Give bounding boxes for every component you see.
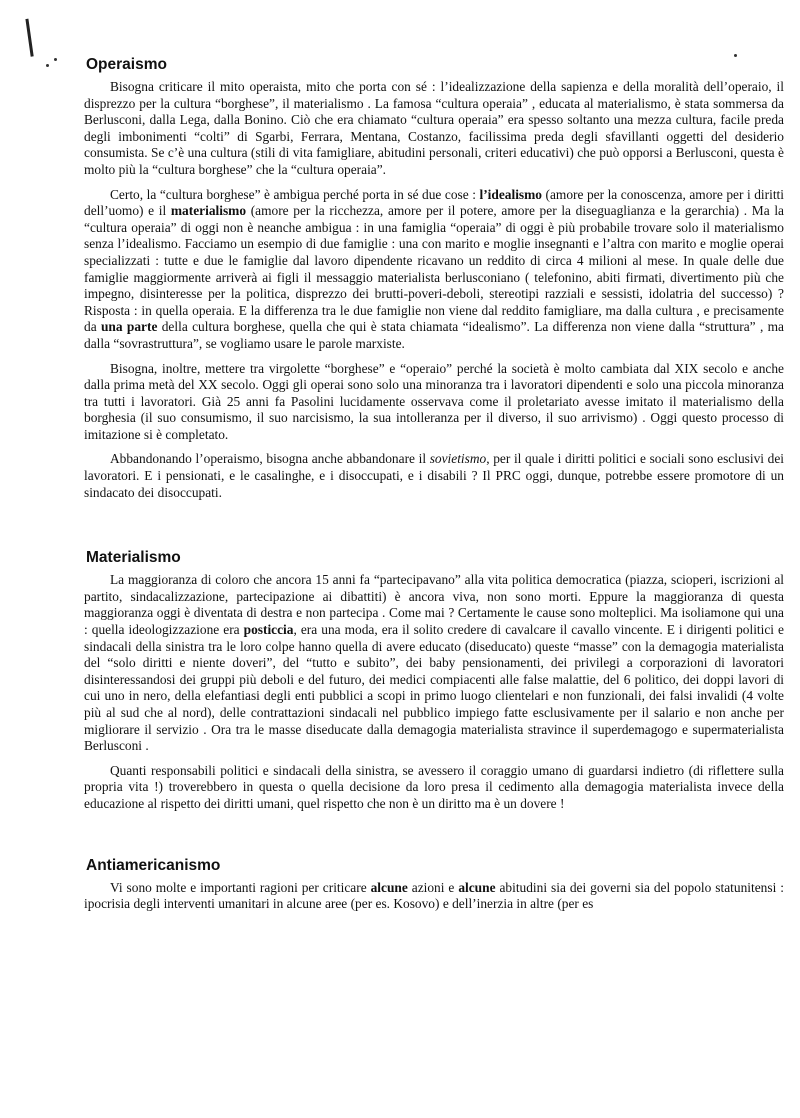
paragraph bbox=[84, 79, 784, 179]
paragraph-text: , per il quale i diritti politici e sociali sono esclusivi dei lavoratori. E i pensionati, e le casalinghe, e i disoccupati, e i disabili ? Il PRC oggi, dunque, potrebbe essere promotore di un sindacato dei disoccupati. bbox=[84, 451, 784, 500]
section-heading: Materialismo bbox=[86, 549, 181, 567]
paragraph-text: Quanti responsabili politici e sindacali della sinistra, se avessero il coraggio umano di guardarsi indietro (di riflettere sulla propria vita !) troverebbero in questa o quella decisione da loro presa il cedimento alla demagogia materialista invece della educazione al rispetto dei diritti umani, quel rispetto che non è un diritto ma è un dovere ! bbox=[84, 762, 784, 811]
paragraph-text: Bisogna criticare il mito operaista, mito che porta con sé : l’idealizzazione della sapienza e della moralità dell’operaio, il disprezzo per la cultura “borghese”, il materialismo . La famosa “cultura operaia” , educata al materialismo, è stata sommersa da Berlusconi, dalla Lega, dalla Bonino. Ciò che era chiamato “cultura operaia” era spesso soltanto una mezza cultura, facile preda degli imbonimenti “colti” di Sgarbi, Ferrara, Mentana, Costanzo, facilissima preda degli sfavillanti oggetti del desiderio consumista. Se c’è una cultura (stili di vita famigliare, abitudini personali, criteri educativi) che può opporsi a Berlusconi, questa è molto più la “cultura borghese” che la “cultura operaia”. bbox=[84, 79, 784, 177]
section-heading: Operaismo bbox=[86, 56, 167, 73]
paragraph-text: La maggioranza di coloro che ancora 15 anni fa “partecipavano” alla vita politica democratica (piazza, scioperi, iscrizioni al partito, sindacalizzazione, partecipazione ai dibattiti) è ancora viva, non sono morti. Eppure la maggioranza di questa maggioranza oggi è diventata di destra e non partecipa . Come mai ? Certamente le cause sono molteplici. Ma isoliamone qui una : quella ideologizzazione era bbox=[84, 572, 784, 638]
paragraph-text: (amore per la conoscenza, amore per i diritti dell’uomo) e il bbox=[84, 186, 784, 219]
emphasis-text: alcune bbox=[458, 879, 496, 895]
paragraph-text: della cultura borghese, quella che qui è stata chiamata “idealismo”. La differenza non viene dalla “struttura” , ma dalla “sovrastruttura”, se vogliamo usare le parole marxiste. bbox=[84, 319, 784, 351]
emphasis-text: materialismo bbox=[170, 203, 247, 219]
section-heading: Antiamericanismo bbox=[86, 856, 221, 874]
paragraph bbox=[84, 451, 784, 501]
section-gap bbox=[84, 509, 784, 549]
paragraph-text: azioni e bbox=[407, 879, 459, 895]
scan-artifact-dot bbox=[54, 58, 57, 61]
paragraph bbox=[84, 361, 784, 444]
scan-artifact-dot bbox=[46, 64, 49, 67]
emphasis-text: sovietismo bbox=[429, 451, 487, 467]
emphasis-text: una parte bbox=[100, 319, 158, 335]
document-page bbox=[84, 56, 784, 921]
emphasis-text: posticcia bbox=[243, 622, 294, 638]
paragraph bbox=[84, 763, 784, 813]
paragraph bbox=[84, 187, 784, 353]
paragraph bbox=[84, 880, 784, 913]
section-antiamericanismo bbox=[84, 857, 784, 913]
emphasis-text: l’idealismo bbox=[479, 186, 542, 202]
scan-artifact-mark bbox=[25, 17, 43, 56]
section-materialismo bbox=[84, 549, 784, 812]
paragraph-text: Vi sono molte e importanti ragioni per criticare bbox=[110, 879, 371, 895]
paragraph-text: Bisogna, inoltre, mettere tra virgolette “borghese” e “operaio” perché la società è molto cambiata dal XIX secolo e anche dalla prima metà del XX secolo. Oggi gli operai sono solo una minoranza tra i lavoratori dipendenti e solo una piccola minoranza tra tutti i lavoratori. Già 25 anni fa Pasolini lucidamente osservava come il proletariato avesse imitato il materialismo della borghesia (il suo consumismo, il suo narcisismo, la sua intolleranza per il diverso, il suo arrivismo) . Oggi questo processo di imitazione si è completato. bbox=[84, 360, 784, 442]
section-operaismo bbox=[84, 56, 784, 501]
paragraph-text: Abbandonando l’operaismo, bisogna anche abbandonare il bbox=[110, 451, 430, 467]
paragraph-text: (amore per la ricchezza, amore per il potere, amore per la diseguaglianza e la gerarchia) . Ma la “cultura operaia” di oggi non è neanche ambigua : in una famiglia “operaia” di oggi è più probabile trovare solo il materialismo senza l’idealismo. Facciamo un esempio di due famiglie : una con marito e moglie insegnanti e l’altra con marito e moglie operai specializzati : tutte e due le famiglie dal lavoro dipendente ricavano un reddito di circa 4 milioni al mese. In quale delle due famiglie maggiormente arriverà ai figli il messaggio materialista berlusconiano ( telefonino, abiti firmati, divertimento più che impegno, disinteresse per la politica, disprezzo dei brutti-poveri-deboli, stereotipi razziali e sessisti, idolatria del successo) ? Risposta : in quella operaia. E la differenza tra le due famiglie non viene dal reddito famigliare, ma dalla cultura , e precisamente da bbox=[84, 203, 784, 335]
emphasis-text: alcune bbox=[370, 879, 408, 895]
paragraph-text: Certo, la “cultura borghese” è ambigua perché porta in sé due cose : bbox=[110, 186, 480, 202]
section-gap bbox=[84, 821, 784, 857]
paragraph-text: , era una moda, era il solito credere di cavalcare il cavallo vincente. E i dirigenti politici e sindacali della sinistra tra le loro colpe hanno quella di avere educato (diseducato) queste “masse” con la demagogia materialista del “solo diritti e niente doveri”, del “tutto e subito”, dei baby pensionamenti, dei privilegi a corporazioni di lavoratori disinteressandosi dei gruppi più deboli e del futuro, dei medici compiacenti alle false malattie, del 6 politico, dei doppi lavori di cui uno in nero, della elefantiasi degli enti pubblici a scopi in primo luogo clientelari e non funzionali, dei falsi invalidi (4 volte più al sud che al nord), delle contrattazioni sindacali nel pubblico impiego fatte esclusivamente per il salario e non anche per migliorare il servizio . Ora tra le masse diseducate dalla demagogia materialista stravince il superdemagogo e supermaterialista Berlusconi . bbox=[84, 622, 785, 754]
paragraph bbox=[84, 572, 784, 755]
paragraph-text: abitudini sia dei governi sia del popolo statunitensi : ipocrisia degli interventi umanitari in alcune aree (per es. Kosovo) e dell’inerzia in altre (per es bbox=[84, 879, 784, 912]
